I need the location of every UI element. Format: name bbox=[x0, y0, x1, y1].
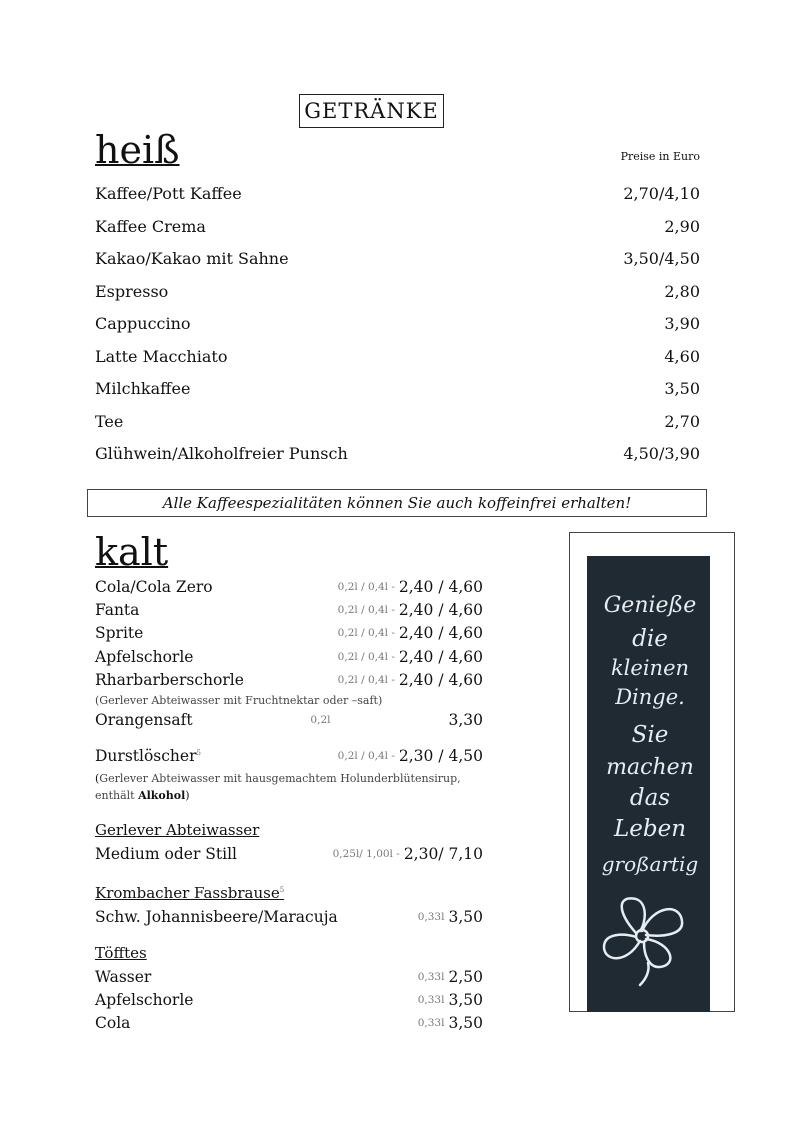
cold-item-price: 2,30/ 7,10 bbox=[403, 845, 483, 863]
hot-item-price: 3,90 bbox=[664, 313, 700, 333]
cold-item-name: Apfelschorle bbox=[95, 648, 194, 666]
hot-item bbox=[95, 246, 700, 270]
cold-item-volume: 0,33l bbox=[417, 1017, 445, 1029]
hot-item-price: 2,80 bbox=[664, 281, 700, 301]
note-line1: Gerlever Abteiwasser mit hausgemachtem Holunderblütensirup, bbox=[99, 772, 461, 785]
note-line2-prefix: enthält bbox=[95, 789, 139, 802]
cold-item bbox=[95, 669, 483, 691]
cold-item-volume: 0,33l bbox=[417, 971, 445, 983]
cold-item-price: 3,50 bbox=[448, 1014, 483, 1032]
cold-heading: kalt bbox=[95, 530, 169, 574]
cold-item-price: 2,40 / 4,60 bbox=[398, 648, 483, 666]
hot-item bbox=[95, 214, 700, 238]
cold-item-volume: 0,2l bbox=[310, 714, 331, 726]
hot-item-name: Latte Macchiato bbox=[95, 346, 228, 366]
chalk-flower-drawing bbox=[596, 893, 696, 988]
cold-item-volume: 0,2l / 0,4l - bbox=[337, 604, 395, 616]
cold-item-volume: 0,2l / 0,4l - bbox=[337, 627, 395, 639]
cold-item bbox=[95, 622, 483, 644]
cold-item-volume: 0,2l / 0,4l - bbox=[337, 674, 395, 686]
chalk-line: das bbox=[629, 785, 671, 811]
cold-item bbox=[95, 966, 483, 988]
chalk-line: kleinen bbox=[610, 656, 690, 680]
hot-item bbox=[95, 376, 700, 400]
hot-item bbox=[95, 344, 700, 368]
durstloescher-note bbox=[95, 770, 475, 804]
hot-item-price: 3,50/4,50 bbox=[623, 248, 700, 268]
fassbrause-title bbox=[95, 884, 284, 902]
cold-item-price: 2,30 / 4,50 bbox=[398, 747, 483, 765]
note-paren-open: ( bbox=[95, 772, 100, 785]
cold-item-price: 3,50 bbox=[448, 991, 483, 1009]
cold-item bbox=[95, 709, 483, 731]
hot-item-name: Milchkaffee bbox=[95, 378, 191, 398]
hot-item-name: Espresso bbox=[95, 281, 169, 301]
cold-item-name: Schw. Johannisbeere/Maracuja bbox=[95, 908, 338, 926]
cold-item-price: 3,50 bbox=[448, 908, 483, 926]
hot-item-name: Glühwein/Alkoholfreier Punsch bbox=[95, 443, 348, 463]
hot-item-name: Tee bbox=[95, 411, 124, 431]
cold-item bbox=[95, 646, 483, 668]
cold-item bbox=[95, 576, 483, 598]
cold-item-name: Fanta bbox=[95, 601, 140, 619]
hot-item-price: 4,50/3,90 bbox=[623, 443, 700, 463]
hot-item-name: Kaffee/Pott Kaffee bbox=[95, 183, 242, 203]
chalk-line: die bbox=[632, 626, 668, 652]
cold-item-name: Durstlöscher bbox=[95, 747, 197, 765]
hot-item bbox=[95, 181, 700, 205]
cold-item-name: Apfelschorle bbox=[95, 991, 194, 1009]
cold-item bbox=[95, 745, 483, 767]
footnote-mark: 5 bbox=[279, 886, 285, 894]
abteiwasser-title: Gerlever Abteiwasser bbox=[95, 821, 260, 839]
chalk-line: machen bbox=[606, 755, 694, 780]
chalk-line: Dinge. bbox=[615, 685, 685, 709]
cold-item-name: Orangensaft bbox=[95, 711, 193, 729]
note-paren-close: ) bbox=[185, 789, 190, 802]
cold-item-volume: 0,2l / 0,4l - bbox=[337, 581, 395, 593]
hot-item bbox=[95, 311, 700, 335]
page-title: GETRÄNKE bbox=[299, 94, 444, 128]
cold-item bbox=[95, 1012, 483, 1034]
cold-item-name: Cola bbox=[95, 1014, 131, 1032]
decaf-notice: Alle Kaffeespezialitäten können Sie auch koffeinfrei erhalten! bbox=[87, 489, 707, 517]
cold-item-volume: 0,2l / 0,4l - bbox=[337, 651, 395, 663]
cold-item-name: Cola/Cola Zero bbox=[95, 578, 213, 596]
prices-note: Preise in Euro bbox=[620, 150, 700, 163]
fassbrause-title-text: Krombacher Fassbrause bbox=[95, 884, 280, 902]
cold-item-volume: 0,2l / 0,4l - bbox=[337, 750, 395, 762]
cold-item-name: Medium oder Still bbox=[95, 845, 238, 863]
hot-item-price: 2,70/4,10 bbox=[623, 183, 700, 203]
cold-item bbox=[95, 906, 483, 928]
cold-item bbox=[95, 843, 483, 865]
chalk-line: Sie bbox=[631, 722, 669, 748]
cold-item-price: 2,40 / 4,60 bbox=[398, 671, 483, 689]
hot-item-price: 2,90 bbox=[664, 216, 700, 236]
cold-item bbox=[95, 989, 483, 1011]
hot-item bbox=[95, 409, 700, 433]
hot-item-name: Kakao/Kakao mit Sahne bbox=[95, 248, 289, 268]
cold-item-price: 2,40 / 4,60 bbox=[398, 601, 483, 619]
cold-item-price: 2,40 / 4,60 bbox=[398, 624, 483, 642]
cold-item-volume: 0,25l/ 1,00l - bbox=[332, 848, 400, 860]
hot-item bbox=[95, 279, 700, 303]
cold-item-name: Rharbarberschorle bbox=[95, 671, 244, 689]
hot-item-name: Kaffee Crema bbox=[95, 216, 206, 236]
toeffte-title: Töfftes bbox=[95, 944, 147, 962]
alcohol-label: Alkohol bbox=[138, 789, 186, 802]
hot-item-price: 2,70 bbox=[664, 411, 700, 431]
chalk-line: Genieße bbox=[603, 593, 697, 618]
hot-heading: heiß bbox=[95, 128, 180, 172]
rhabarber-note: (Gerlever Abteiwasser mit Fruchtnektar oder –saft) bbox=[95, 694, 383, 707]
cold-item-name: Wasser bbox=[95, 968, 152, 986]
chalk-line: großartig bbox=[601, 852, 699, 876]
hot-item bbox=[95, 441, 700, 465]
cold-item-price: 2,50 bbox=[448, 968, 483, 986]
chalk-line: Leben bbox=[613, 816, 687, 842]
footnote-mark: 5 bbox=[196, 748, 201, 757]
cold-item-price: 2,40 / 4,60 bbox=[398, 578, 483, 596]
cold-item-price: 3,30 bbox=[448, 711, 483, 729]
cold-item-volume: 0,33l bbox=[417, 911, 445, 923]
hot-item-price: 3,50 bbox=[664, 378, 700, 398]
hot-item-name: Cappuccino bbox=[95, 313, 191, 333]
cold-item-volume: 0,33l bbox=[417, 994, 445, 1006]
hot-item-price: 4,60 bbox=[664, 346, 700, 366]
cold-item bbox=[95, 599, 483, 621]
cold-item-name: Sprite bbox=[95, 624, 144, 642]
